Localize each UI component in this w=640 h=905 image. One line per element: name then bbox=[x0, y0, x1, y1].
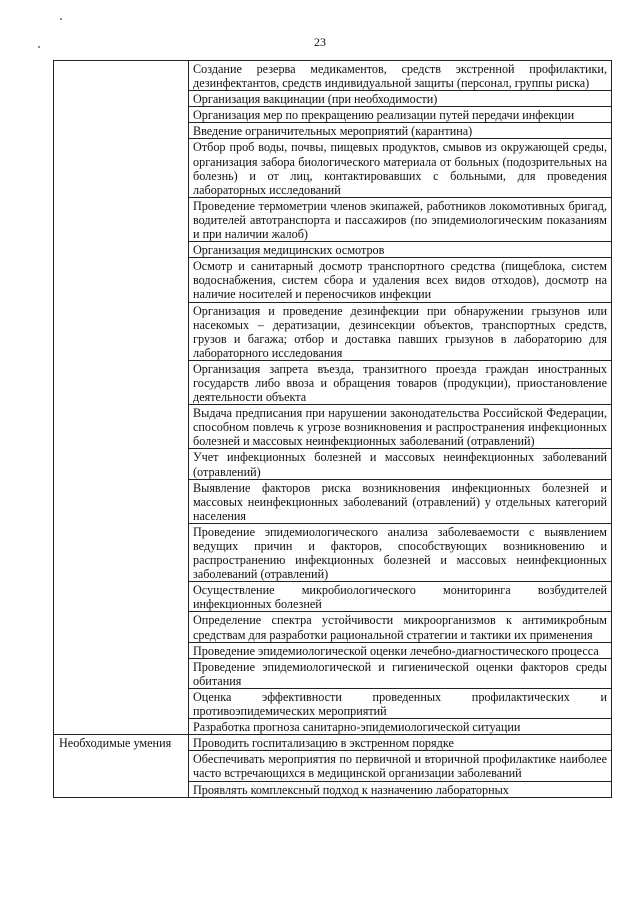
item-cell: Организация и проведение дезинфекции при обнаружении грызунов или насекомых – дератизации, дезинсекции объектов, транспортных средств, грузов и багажа; отбор и доставка павших грызунов в лабораторию для лабораторного исследования bbox=[189, 302, 612, 360]
item-cell: Создание резерва медикаментов, средств экстренной профилактики, дезинфектантов, средств индивидуальной защиты (персонал, группы риска) bbox=[189, 61, 612, 91]
item-cell: Организация запрета въезда, транзитного проезда граждан иностранных государств либо ввоза и обращения товаров (продукции), приостановление деятельности объекта bbox=[189, 360, 612, 404]
table-body bbox=[54, 61, 612, 798]
item-cell: Разработка прогноза санитарно-эпидемиологической ситуации bbox=[189, 719, 612, 735]
scan-speck bbox=[38, 46, 40, 48]
item-cell: Организация мер по прекращению реализации путей передачи инфекции bbox=[189, 107, 612, 123]
item-cell: Организация медицинских осмотров bbox=[189, 242, 612, 258]
page-number: 23 bbox=[314, 35, 326, 49]
item-cell: Выявление факторов риска возникновения инфекционных болезней и массовых неинфекционных заболеваний (отравлений) у отдельных категорий населения bbox=[189, 479, 612, 523]
scan-speck bbox=[60, 18, 62, 20]
item-cell: Определение спектра устойчивости микроорганизмов к антимикробным средствам для разработки рациональной стратегии и тактики их применения bbox=[189, 612, 612, 642]
item-cell: Проведение эпидемиологической и гигиенической оценки факторов среды обитания bbox=[189, 658, 612, 688]
item-cell: Проведение эпидемиологической оценки лечебно-диагностического процесса bbox=[189, 642, 612, 658]
item-cell: Осмотр и санитарный досмотр транспортного средства (пищеблока, систем водоснабжения, систем сбора и удаления всех видов отходов), досмотр на наличие носителей и переносчиков инфекции bbox=[189, 258, 612, 302]
item-cell: Учет инфекционных болезней и массовых неинфекционных заболеваний (отравлений) bbox=[189, 449, 612, 479]
item-cell: Проведение эпидемиологического анализа заболеваемости с выявлением ведущих причин и факторов, способствующих возникновению и распространению инфекционных болезней и массовых неинфекционных заболеваний (отравлений) bbox=[189, 523, 612, 581]
item-cell: Обеспечивать мероприятия по первичной и вторичной профилактике наиболее часто встречающихся в медицинской организации заболеваний bbox=[189, 751, 612, 781]
item-cell: Выдача предписания при нарушении законодательства Российской Федерации, способном повлечь к угрозе возникновения и распространения инфекционных болезней и массовых неинфекционных заболеваний (отравлений) bbox=[189, 405, 612, 449]
item-cell: Проявлять комплексный подход к назначению лабораторных bbox=[189, 781, 612, 797]
item-cell: Организация вакцинации (при необходимости) bbox=[189, 91, 612, 107]
item-cell: Отбор проб воды, почвы, пищевых продуктов, смывов из окружающей среды, организация забора биологического материала от больных (подозрительных на болезнь) и от лиц, контактировавших с больными, для проведения лабораторных исследований bbox=[189, 139, 612, 197]
category-cell: Необходимые умения bbox=[54, 735, 189, 797]
item-cell: Проведение термометрии членов экипажей, работников локомотивных бригад, водителей автотранспорта и пассажиров (по эпидемиологическим показаниям и при наличии жалоб) bbox=[189, 197, 612, 241]
item-cell: Введение ограничительных мероприятий (карантина) bbox=[189, 123, 612, 139]
item-cell: Осуществление микробиологического мониторинга возбудителей инфекционных болезней bbox=[189, 582, 612, 612]
item-cell: Оценка эффективности проведенных профилактических и противоэпидемических мероприятий bbox=[189, 688, 612, 718]
table-row bbox=[54, 61, 612, 91]
item-cell: Проводить госпитализацию в экстренном порядке bbox=[189, 735, 612, 751]
category-cell bbox=[54, 61, 189, 735]
functions-table bbox=[53, 60, 612, 798]
table-row bbox=[54, 735, 612, 751]
